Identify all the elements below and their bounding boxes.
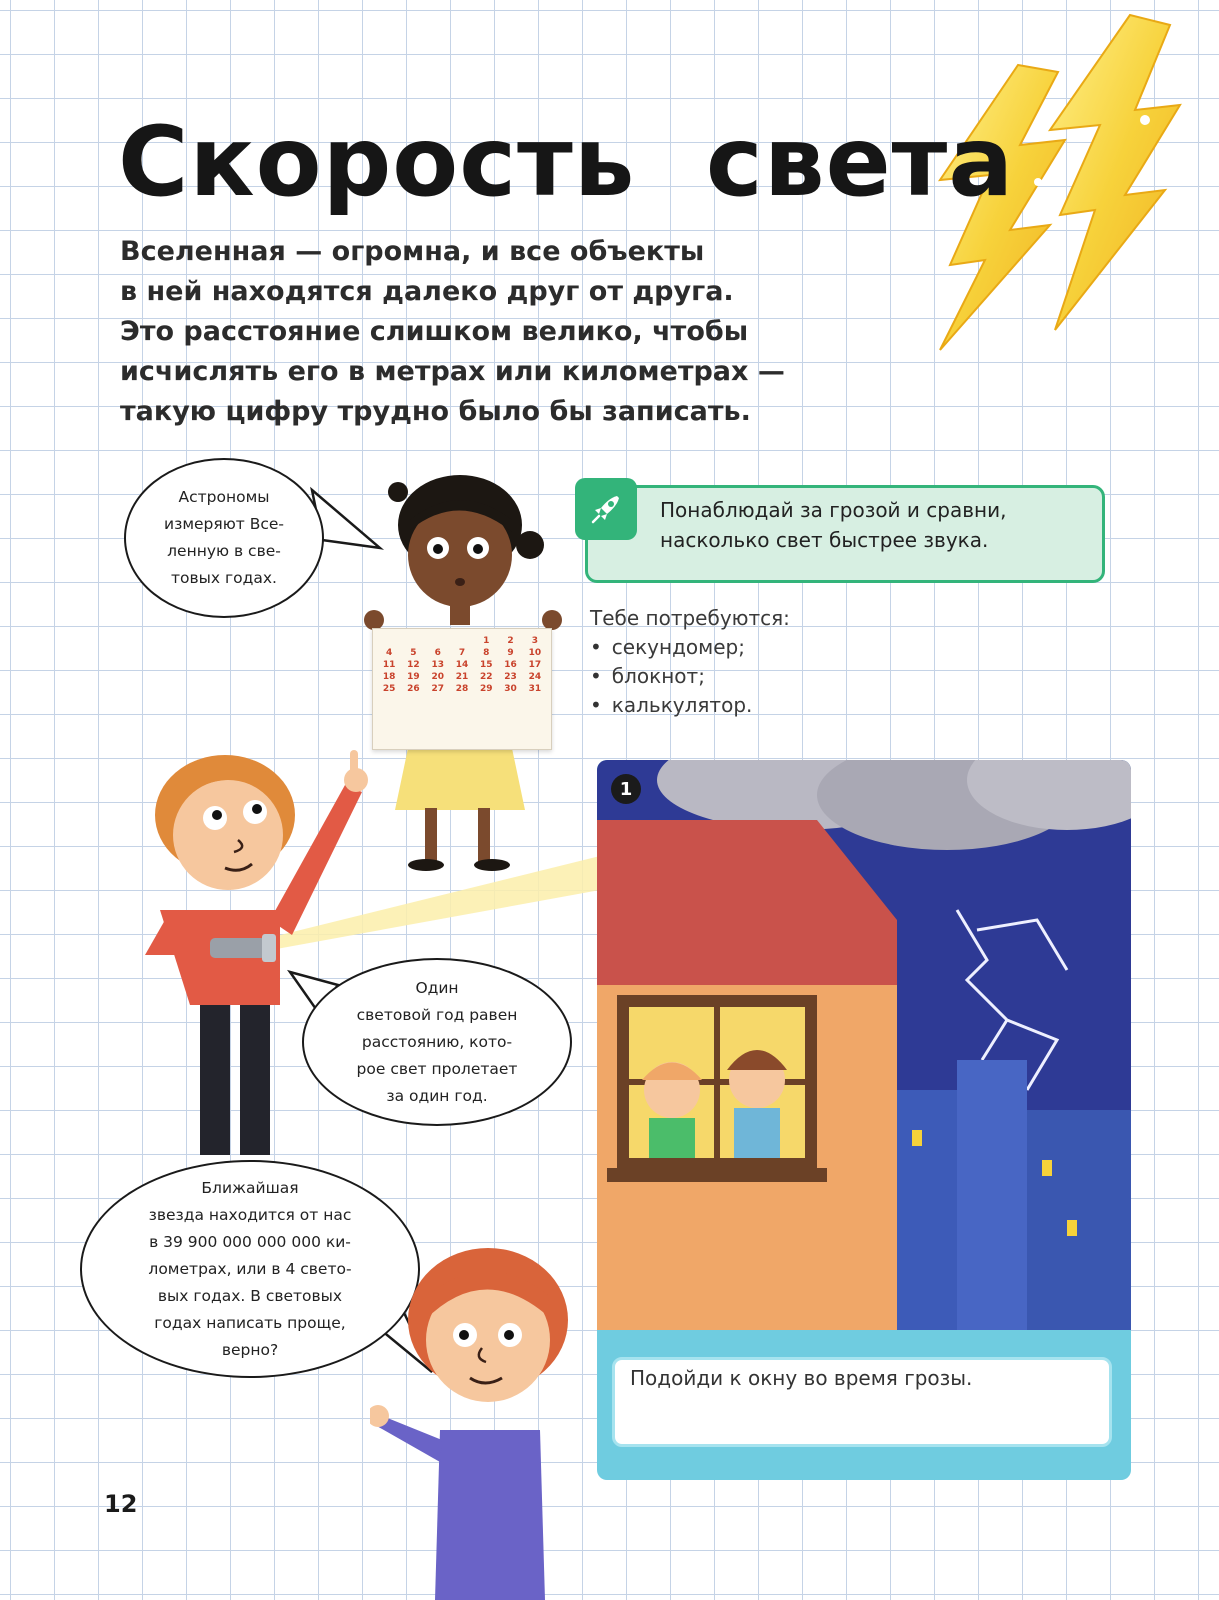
- bubble-line: измеряют Все-: [164, 515, 284, 533]
- calendar-day: 26: [407, 684, 420, 694]
- calendar-day: 22: [480, 672, 493, 682]
- task-line: Понаблюдай за грозой и сравни,: [660, 498, 1007, 522]
- calendar-day: 10: [528, 648, 542, 658]
- task-text: [660, 495, 1098, 555]
- intro-line: Вселенная — огромна, и все объекты: [120, 236, 705, 267]
- calendar-row: [377, 671, 547, 683]
- calendar-row: [377, 635, 547, 647]
- materials-items: [590, 633, 920, 720]
- page-number: 12: [104, 1490, 138, 1518]
- calendar-day: 29: [480, 684, 493, 694]
- bubble-line: вых годах. В световых: [157, 1286, 343, 1305]
- calendar-day: 31: [528, 684, 542, 694]
- calendar-day: 17: [528, 660, 542, 670]
- list-item: • блокнот;: [590, 662, 920, 691]
- bubble-line: Один: [415, 978, 459, 997]
- calendar-day: 20: [431, 672, 444, 682]
- calendar-day: 5: [410, 648, 417, 658]
- intro-line: исчислять его в метрах или километрах —: [120, 356, 785, 387]
- calendar-day: 3: [531, 636, 538, 646]
- storm-scene: [597, 760, 1131, 1330]
- bubble-line: световой год равен: [356, 1005, 518, 1024]
- bubble-line: Астрономы: [178, 488, 270, 506]
- calendar-row: [377, 683, 547, 695]
- calendar-day: 25: [382, 684, 396, 694]
- calendar-row: [377, 659, 547, 671]
- speech-bubble-nearest-star: [80, 1160, 420, 1378]
- calendar-day: 30: [504, 684, 517, 694]
- calendar-day: 9: [507, 648, 514, 658]
- bubble-line: лометрах, или в 4 свето-: [148, 1259, 352, 1278]
- bubble-line: товых годах.: [171, 569, 277, 587]
- bubble-line: годах написать проще,: [154, 1313, 346, 1332]
- list-item: • калькулятор.: [590, 691, 920, 720]
- calendar-day: [426, 635, 450, 647]
- calendar-day: 11: [382, 660, 396, 670]
- intro-line: такую цифру трудно было бы записать.: [120, 396, 751, 427]
- step-number: 1: [619, 778, 633, 800]
- bubble-line: звезда находится от нас: [148, 1205, 352, 1224]
- calendar-day: 8: [483, 648, 490, 658]
- calendar-day: 23: [504, 672, 517, 682]
- girl-redhead-illustration: [370, 1240, 600, 1600]
- calendar-day: [450, 635, 474, 647]
- bubble-line: ленную в све-: [167, 542, 281, 560]
- materials-heading: Тебе потребуются:: [590, 606, 790, 630]
- page-title: Скорость света: [118, 106, 1015, 218]
- step-caption: Подойди к окну во время грозы.: [630, 1366, 973, 1390]
- bubble-line: расстоянию, кото-: [361, 1032, 513, 1051]
- calendar-day: 4: [386, 648, 393, 658]
- intro-line: в ней находятся далеко друг от друга.: [120, 276, 734, 307]
- calendar-day: 16: [504, 660, 517, 670]
- rocket-icon: [575, 478, 637, 540]
- step-number-badge: [611, 774, 641, 804]
- calendar-day: 24: [528, 672, 542, 682]
- materials-list: [590, 604, 920, 720]
- calendar-day: [377, 635, 401, 647]
- speech-bubble-astronomers: [124, 458, 324, 618]
- calendar-day: 28: [455, 684, 469, 694]
- speech-bubble-light-year: [302, 958, 572, 1126]
- calendar-day: [401, 635, 425, 647]
- bubble-line: за один год.: [386, 1086, 488, 1105]
- calendar-day: 14: [455, 660, 469, 670]
- list-item: • секундомер;: [590, 633, 920, 662]
- bubble-line: в 39 900 000 000 000 ки-: [149, 1232, 351, 1251]
- bubble-line: Ближайшая: [201, 1178, 299, 1197]
- calendar-day: 6: [434, 648, 441, 658]
- bubble-line: рое свет пролетает: [356, 1059, 518, 1078]
- bubble-line: верно?: [221, 1340, 279, 1359]
- calendar-day: 15: [480, 660, 493, 670]
- intro-line: Это расстояние слишком велико, чтобы: [120, 316, 749, 347]
- calendar-day: 7: [458, 648, 466, 658]
- calendar-day: 13: [431, 660, 444, 670]
- calendar-grid: [377, 635, 547, 695]
- calendar-day: 21: [455, 672, 469, 682]
- calendar-day: 2: [507, 636, 514, 646]
- calendar-day: 12: [407, 660, 420, 670]
- calendar-day: 18: [382, 672, 396, 682]
- calendar-day: 19: [407, 672, 420, 682]
- calendar-day: 1: [483, 636, 490, 646]
- calendar: [372, 628, 552, 750]
- calendar-day: 27: [431, 684, 444, 694]
- task-line: насколько свет быстрее звука.: [660, 528, 989, 552]
- calendar-row: [377, 647, 547, 659]
